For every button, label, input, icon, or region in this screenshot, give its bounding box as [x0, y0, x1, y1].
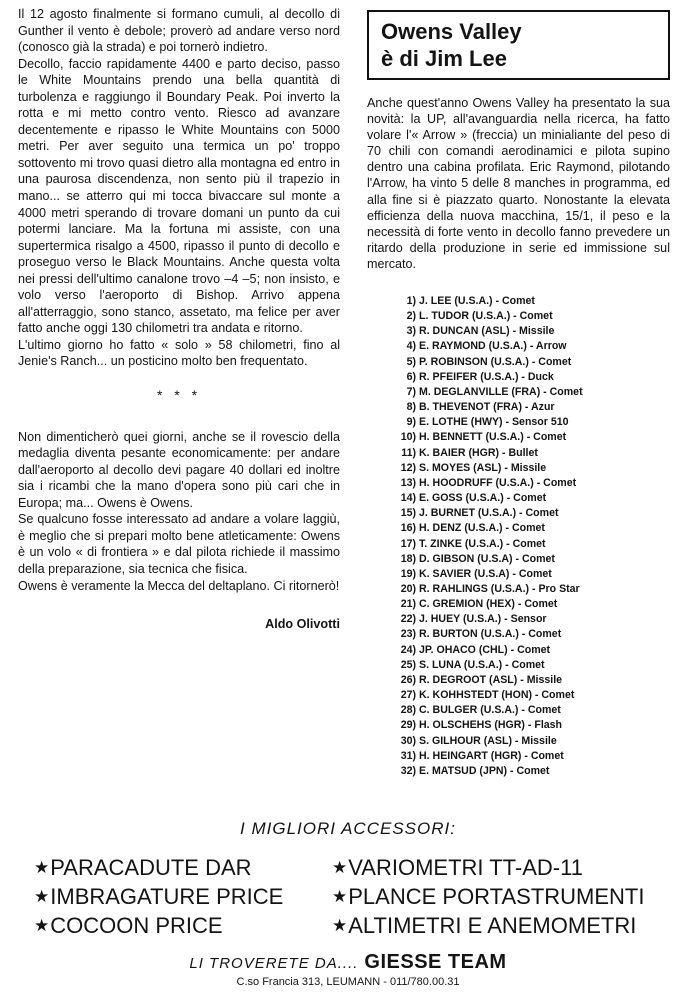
article-paragraph: Non dimenticherò quei giorni, anche se il rovescio della medaglia diventa pesante economicamente: per andare dall'aeroporto al decollo devi pagare 40 dollari ed inoltre sia i ricambi che la mano d'opera sono più cari che in Europa; ma... Owens è Owens. — [18, 429, 340, 510]
ad-footer — [0, 951, 696, 974]
star-bullet-icon: ★ — [34, 858, 50, 877]
ad-product-label: VARIOMETRI TT-AD-11 — [348, 855, 583, 880]
article-paragraph: Owens è veramente la Mecca del deltaplano. Ci ritornerò! — [18, 578, 340, 593]
ranking-row — [392, 430, 583, 445]
ranking-entry: R. DUNCAN (ASL) - Missile — [419, 325, 555, 338]
ad-heading: I MIGLIORI ACCESSORI: — [240, 819, 456, 838]
ad-product-item — [34, 911, 283, 940]
ranking-position: 30) — [400, 734, 416, 747]
ranking-entry: JP. OHACO (CHL) - Comet — [419, 643, 551, 656]
ranking-row — [392, 582, 583, 597]
ranking-row — [392, 491, 583, 506]
ranking-entry: E. LOTHE (HWY) - Sensor 510 — [419, 416, 569, 429]
ranking-row — [392, 400, 583, 415]
ad-address: C.so Francia 313, LEUMANN - 011/780.00.31 — [236, 976, 460, 988]
ranking-entry: P. ROBINSON (U.S.A.) - Comet — [419, 355, 572, 368]
ranking-entry: C. GREMION (HEX) - Comet — [419, 598, 558, 611]
ad-product-list-left — [34, 853, 283, 940]
ad-product-item — [332, 882, 644, 911]
sidebar-title-box — [367, 10, 670, 80]
ad-brand-name: GIESSE TEAM — [364, 951, 507, 973]
ranking-row — [392, 415, 583, 430]
ranking-entry: J. LEE (U.S.A.) - Comet — [419, 295, 535, 307]
ranking-entry: E. GOSS (U.S.A.) - Comet — [419, 492, 547, 505]
ranking-position: 16) — [400, 522, 416, 535]
article-paragraph: Decollo, faccio rapidamente 4400 e parto deciso, passo le White Mountains prendo una bella quantità di turbolenza e raggiungo il Boundary Peak. Poi inverto la rotta e mi metto contro vento. Riesco ad avanzare decentemente e ripasso le White Mountains con 5000 metri. Per aver seguito una termica un po' troppo sottovento mi trovo quasi dietro alla montagna ed entro in una paurosa discendenza, non sento più il trapezio in mano... se atterro qui mi tocca bivaccare sul monte a 4000 metri sperando di trovare domani un punto da cui potermi lanciare. Ma la fortuna mi assiste, con una supertermica risalgo a 4500, ripasso il punto di decollo e proseguo verso le Black Mountains. Anche questa volta nei pressi dell'ultimo canalone trovo –4 –5; non insisto, e volo verso l'aeroporto di Bishop. Arrivo appena all'atterraggio, sono stanco, assetato, ma felice per aver fatto anche oggi 130 chilometri tra andata e ritorno. — [18, 56, 340, 336]
article-paragraph: Il 12 agosto finalmente si formano cumuli, al decollo di Gunther il vento è debole; proverò ad andare verso nord (conosco già la strada) e poi tornerò indietro. — [18, 7, 340, 55]
sidebar-title-line-1: Owens Valley — [381, 19, 522, 44]
ranking-position: 8) — [406, 401, 416, 414]
ranking-row — [392, 658, 583, 673]
ranking-row — [392, 749, 583, 764]
ranking-row — [392, 461, 583, 476]
ranking-entry: L. TUDOR (U.S.A.) - Comet — [419, 310, 553, 323]
ranking-entry: R. PFEIFER (U.S.A.) - Duck — [419, 370, 554, 383]
ranking-row — [392, 688, 583, 703]
article-left-column — [18, 6, 340, 633]
ranking-position: 5) — [406, 355, 416, 368]
ranking-entry: M. DEGLANVILLE (FRA) - Comet — [419, 385, 583, 398]
ad-product-label: IMBRAGATURE PRICE — [50, 884, 284, 909]
ranking-position: 21) — [400, 598, 416, 611]
ranking-position: 17) — [400, 537, 416, 550]
ranking-row — [392, 537, 583, 552]
ranking-position: 27) — [400, 689, 416, 702]
ranking-row — [392, 718, 583, 733]
ad-product-item — [34, 882, 283, 911]
ad-product-list-right — [332, 853, 644, 940]
ranking-entry: S. GILHOUR (ASL) - Missile — [419, 734, 557, 747]
ranking-position: 18) — [400, 552, 416, 565]
star-bullet-icon: ★ — [332, 887, 348, 906]
ranking-row — [392, 370, 583, 385]
ranking-row — [392, 643, 583, 658]
sidebar-title-line-2: è di Jim Lee — [381, 46, 507, 71]
section-separator: * * * — [156, 387, 202, 404]
article-paragraph: L'ultimo giorno ho fatto « solo » 58 chilometri, fino al Jenie's Ranch... un posticino molto ben frequentato. — [18, 337, 340, 369]
ranking-entry: K. SAVIER (U.S.A) - Comet — [419, 567, 552, 580]
ranking-row — [392, 597, 583, 612]
ranking-position: 11) — [401, 446, 416, 459]
ranking-entry: K. KOHHSTEDT (HON) - Comet — [419, 689, 575, 702]
ad-product-label: COCOON PRICE — [50, 913, 223, 938]
ranking-row — [392, 446, 583, 461]
ranking-position: 6) — [406, 370, 416, 383]
ranking-entry: B. THEVENOT (FRA) - Azur — [419, 401, 555, 414]
ranking-row — [392, 355, 583, 370]
ranking-entry: K. BAIER (HGR) - Bullet — [419, 446, 538, 459]
ranking-position: 7) — [406, 385, 416, 398]
ad-product-item — [332, 853, 644, 882]
ad-product-label: PARACADUTE DAR — [50, 855, 252, 880]
ranking-row — [392, 734, 583, 749]
ranking-entry: H. DENZ (U.S.A.) - Comet — [419, 522, 545, 535]
ranking-position: 23) — [400, 628, 416, 641]
ranking-position: 2) — [406, 310, 416, 323]
ranking-row — [392, 324, 583, 339]
results-ranking-list — [392, 294, 583, 779]
ranking-position: 24) — [400, 643, 416, 656]
ranking-entry: D. GIBSON (U.S.A) - Comet — [419, 552, 555, 565]
ad-product-label: PLANCE PORTASTRUMENTI — [348, 884, 645, 909]
ranking-row — [392, 309, 583, 324]
ranking-entry: R. RAHLINGS (U.S.A.) - Pro Star — [419, 582, 580, 595]
ranking-position: 20) — [400, 582, 416, 595]
ranking-position: 25) — [400, 658, 416, 671]
ranking-position: 29) — [400, 719, 416, 732]
ranking-position: 14) — [400, 492, 416, 505]
ranking-position: 4) — [406, 340, 416, 353]
ranking-row — [392, 627, 583, 642]
ad-product-item — [34, 853, 283, 882]
ranking-position: 3) — [406, 325, 416, 338]
ranking-entry: H. HEINGART (HGR) - Comet — [419, 749, 564, 762]
ranking-row — [392, 567, 583, 582]
star-bullet-icon: ★ — [332, 916, 348, 935]
ranking-entry: E. RAYMOND (U.S.A.) - Arrow — [419, 340, 567, 353]
ranking-entry: S. LUNA (U.S.A.) - Comet — [419, 658, 545, 671]
ranking-entry: S. MOYES (ASL) - Missile — [419, 461, 547, 474]
ranking-position: 9) — [406, 416, 416, 429]
ranking-position: 1) — [406, 295, 416, 307]
ranking-entry: E. MATSUD (JPN) - Comet — [419, 764, 550, 777]
article-paragraph: Se qualcuno fosse interessato ad andare a volare laggiù, è meglio che si prepari molto bene atleticamente: Owens è un volo « di frontiera » e dal pilota richiede il massimo della preparazione, sia tecnica che fisica. — [18, 512, 340, 576]
ad-product-item — [332, 911, 644, 940]
ranking-entry: T. ZINKE (U.S.A.) - Comet — [419, 537, 546, 550]
author-signature: Aldo Olivotti — [265, 617, 340, 632]
ranking-entry: C. BULGER (U.S.A.) - Comet — [419, 704, 561, 717]
ranking-row — [392, 673, 583, 688]
ranking-position: 31) — [400, 749, 416, 762]
star-bullet-icon: ★ — [34, 887, 50, 906]
ranking-position: 26) — [400, 673, 416, 686]
ranking-row — [392, 506, 583, 521]
ad-product-label: ALTIMETRI E ANEMOMETRI — [348, 913, 637, 938]
ranking-row — [392, 764, 583, 779]
ranking-entry: H. BENNETT (U.S.A.) - Comet — [419, 431, 567, 444]
ranking-row — [392, 294, 583, 309]
star-bullet-icon: ★ — [332, 858, 348, 877]
ranking-position: 12) — [400, 461, 416, 474]
ranking-entry: R. BURTON (U.S.A.) - Comet — [419, 628, 562, 641]
star-bullet-icon: ★ — [34, 916, 50, 935]
ranking-position: 28) — [400, 704, 416, 717]
ranking-row — [392, 476, 583, 491]
ranking-position: 10) — [400, 431, 416, 444]
ranking-position: 19) — [400, 567, 416, 580]
ranking-row — [392, 521, 583, 536]
ad-find-text: LI TROVERETE DA.... — [189, 955, 359, 972]
ranking-row — [392, 339, 583, 354]
ranking-entry: H. OLSCHEHS (HGR) - Flash — [419, 719, 563, 732]
ranking-row — [392, 703, 583, 718]
ranking-row — [392, 552, 583, 567]
ranking-entry: J. BURNET (U.S.A.) - Comet — [419, 507, 559, 520]
ranking-entry: H. HOODRUFF (U.S.A.) - Comet — [419, 476, 577, 489]
ranking-entry: J. HUEY (U.S.A.) - Sensor — [419, 613, 547, 626]
sidebar-intro — [367, 95, 670, 272]
ranking-position: 13) — [400, 476, 416, 489]
ranking-position: 22) — [400, 613, 416, 626]
ranking-position: 32) — [400, 764, 416, 777]
ranking-position: 15) — [400, 507, 416, 520]
ranking-entry: R. DEGROOT (ASL) - Missile — [419, 673, 563, 686]
sidebar-intro-text: Anche quest'anno Owens Valley ha presentato la sua novità: la UP, all'avanguardia nella ricerca, ha fatto volare l'« Arrow » (freccia) un minialiante del peso di 70 chili con comandi aerodinamici e pilota supino dentro una cabina profilata. Eric Raymond, pilotando l'Arrow, ha vinto 5 delle 8 manches in programma, ed alla fine si è piazzato quarto. Nonostante la elevata efficienza della nuova macchina, 15/1, il peso e la necessità di forte vento in decollo fanno prevedere un ritardo della produzione in serie ed immissione sul mercato. — [367, 96, 670, 271]
ranking-row — [392, 385, 583, 400]
ranking-row — [392, 612, 583, 627]
